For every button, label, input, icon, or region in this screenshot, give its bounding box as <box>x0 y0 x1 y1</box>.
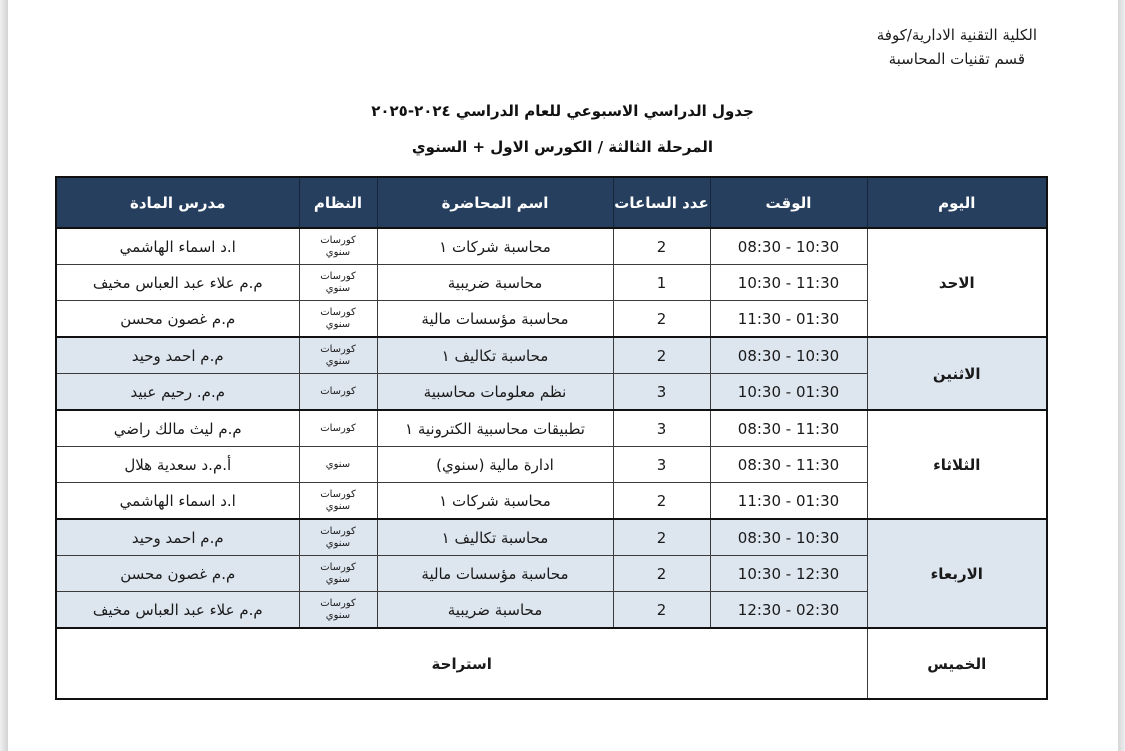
hours-cell: 3 <box>613 374 710 411</box>
system-label: سنوي <box>325 458 351 470</box>
system-label: سنوي <box>325 318 351 330</box>
hours-cell: 2 <box>613 337 710 374</box>
teacher-cell: م.م غصون محسن <box>56 301 299 338</box>
system-label: سنوي <box>325 282 351 294</box>
hours-cell: 2 <box>613 483 710 520</box>
lecture-cell: محاسبة شركات ١ <box>377 483 613 520</box>
system-label: كورسات <box>320 422 356 434</box>
time-cell: 10:30 - 08:30 <box>710 228 867 265</box>
day-cell: الثلاثاء <box>867 410 1047 519</box>
teacher-cell: م.م ليث مالك راضي <box>56 410 299 447</box>
time-cell: 11:30 - 08:30 <box>710 447 867 483</box>
system-cell <box>299 265 377 301</box>
system-cell <box>299 556 377 592</box>
rest-note: استراحة <box>56 628 867 699</box>
system-label: سنوي <box>325 573 351 585</box>
system-label: كورسات <box>320 488 356 500</box>
lecture-cell: محاسبة شركات ١ <box>377 228 613 265</box>
time-cell: 10:30 - 08:30 <box>710 519 867 556</box>
system-cell <box>299 447 377 483</box>
col-header-hours: عدد الساعات <box>613 177 710 228</box>
table-row <box>56 519 1047 556</box>
time-cell: 11:30 - 08:30 <box>710 410 867 447</box>
system-cell <box>299 337 377 374</box>
system-label: سنوي <box>325 537 351 549</box>
schedule-title: جدول الدراسي الاسبوعي للعام الدراسي ٢٠٢٤-٢٠٢٥ <box>371 102 754 120</box>
hours-cell: 2 <box>613 519 710 556</box>
table-row <box>56 337 1047 374</box>
teacher-cell: م.م. رحيم عبيد <box>56 374 299 411</box>
col-header-lecture: اسم المحاضرة <box>377 177 613 228</box>
time-cell: 12:30 - 10:30 <box>710 556 867 592</box>
system-label: كورسات <box>320 385 356 397</box>
time-cell: 01:30 - 11:30 <box>710 301 867 338</box>
time-cell: 02:30 - 12:30 <box>710 592 867 629</box>
col-header-time: الوقت <box>710 177 867 228</box>
hours-cell: 2 <box>613 592 710 629</box>
system-label: كورسات <box>320 525 356 537</box>
table-body <box>56 228 1047 699</box>
teacher-cell: ا.د اسماء الهاشمي <box>56 483 299 520</box>
system-label: كورسات <box>320 270 356 282</box>
col-header-teacher: مدرس المادة <box>56 177 299 228</box>
time-cell: 10:30 - 08:30 <box>710 337 867 374</box>
lecture-cell: ادارة مالية (سنوي) <box>377 447 613 483</box>
hours-cell: 1 <box>613 265 710 301</box>
system-cell <box>299 374 377 411</box>
lecture-cell: محاسبة ضريبية <box>377 265 613 301</box>
time-cell: 11:30 - 10:30 <box>710 265 867 301</box>
hours-cell: 2 <box>613 556 710 592</box>
department-name: قسم تقنيات المحاسبة <box>888 50 1025 68</box>
teacher-cell: أ.م.د سعدية هلال <box>56 447 299 483</box>
table-row-thursday <box>56 628 1047 699</box>
system-label: كورسات <box>320 561 356 573</box>
system-cell <box>299 410 377 447</box>
day-cell: الاحد <box>867 228 1047 337</box>
teacher-cell: م.م غصون محسن <box>56 556 299 592</box>
table-header-row <box>56 177 1047 228</box>
system-label: سنوي <box>325 246 351 258</box>
system-cell <box>299 483 377 520</box>
hours-cell: 3 <box>613 447 710 483</box>
system-label: كورسات <box>320 597 356 609</box>
teacher-cell: م.م احمد وحيد <box>56 337 299 374</box>
lecture-cell: محاسبة تكاليف ١ <box>377 519 613 556</box>
teacher-cell: م.م علاء عبد العباس مخيف <box>56 265 299 301</box>
lecture-cell: محاسبة مؤسسات مالية <box>377 301 613 338</box>
system-label: كورسات <box>320 306 356 318</box>
lecture-cell: نظم معلومات محاسبية <box>377 374 613 411</box>
day-cell: الاثنين <box>867 337 1047 410</box>
lecture-cell: محاسبة مؤسسات مالية <box>377 556 613 592</box>
time-cell: 01:30 - 10:30 <box>710 374 867 411</box>
system-cell <box>299 519 377 556</box>
teacher-cell: ا.د اسماء الهاشمي <box>56 228 299 265</box>
schedule-subtitle: المرحلة الثالثة / الكورس الاول + السنوي <box>411 138 714 156</box>
col-header-day: اليوم <box>867 177 1047 228</box>
lecture-cell: محاسبة تكاليف ١ <box>377 337 613 374</box>
hours-cell: 2 <box>613 301 710 338</box>
system-label: سنوي <box>325 500 351 512</box>
system-label: كورسات <box>320 234 356 246</box>
system-label: سنوي <box>325 609 351 621</box>
system-cell <box>299 301 377 338</box>
system-cell <box>299 592 377 629</box>
system-label: سنوي <box>325 355 351 367</box>
day-cell: الاربعاء <box>867 519 1047 628</box>
table-row <box>56 228 1047 265</box>
teacher-cell: م.م احمد وحيد <box>56 519 299 556</box>
weekly-schedule-table <box>55 176 1048 700</box>
system-cell <box>299 228 377 265</box>
hours-cell: 2 <box>613 228 710 265</box>
hours-cell: 3 <box>613 410 710 447</box>
table-row <box>56 410 1047 447</box>
college-name: الكلية التقنية الادارية/كوفة <box>876 26 1037 44</box>
time-cell: 01:30 - 11:30 <box>710 483 867 520</box>
col-header-system: النظام <box>299 177 377 228</box>
system-label: كورسات <box>320 343 356 355</box>
day-cell-thursday: الخميس <box>867 628 1047 699</box>
lecture-cell: تطبيقات محاسبية الكترونية ١ <box>377 410 613 447</box>
lecture-cell: محاسبة ضريبية <box>377 592 613 629</box>
teacher-cell: م.م علاء عبد العباس مخيف <box>56 592 299 629</box>
